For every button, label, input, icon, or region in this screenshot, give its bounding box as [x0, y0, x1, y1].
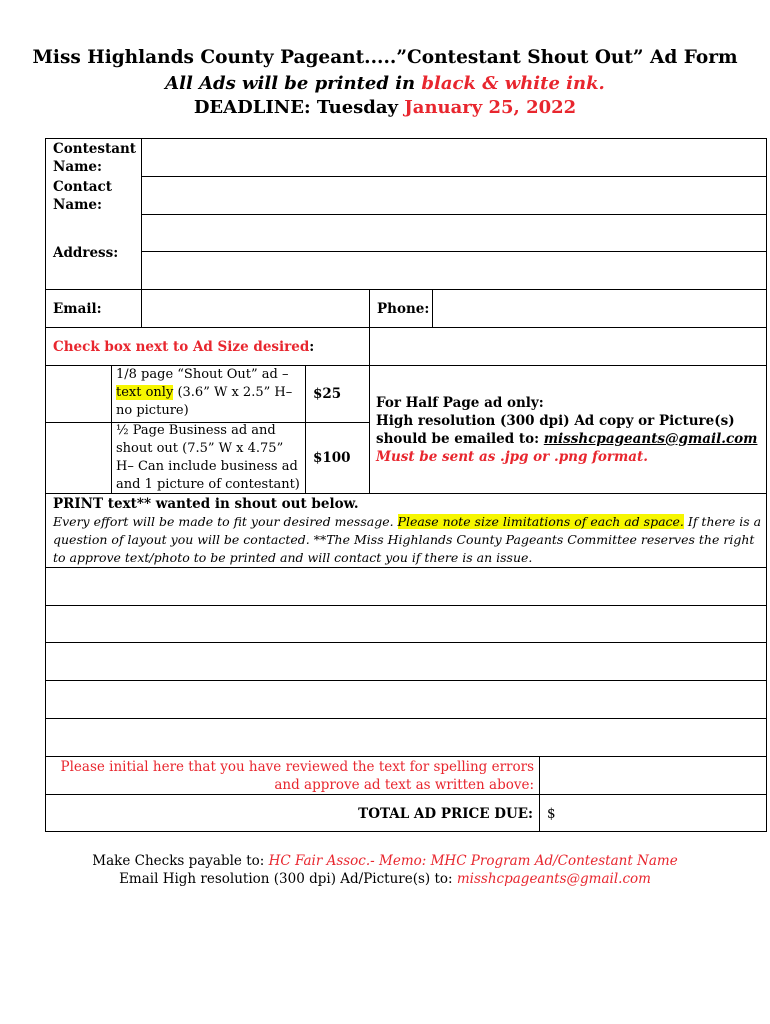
contact-name-field[interactable]: [143, 178, 765, 213]
option-eighth-page-text-only: text only: [116, 385, 174, 400]
phone-label: Phone:: [377, 301, 430, 317]
print-text-heading: PRINT text** wanted in shout out below.: [53, 496, 359, 512]
total-label: TOTAL AD PRICE DUE:: [358, 806, 533, 822]
shout-out-text-line-1[interactable]: [47, 569, 765, 604]
footer-email: [0, 870, 770, 888]
initial-field[interactable]: [541, 758, 765, 793]
deadline: [0, 97, 770, 118]
deadline-date: January 25, 2022: [404, 97, 577, 118]
shout-out-text-line-4[interactable]: [47, 682, 765, 717]
footer-checks: [0, 852, 770, 870]
shout-out-text-line-2[interactable]: [47, 607, 765, 641]
half-page-info-body: [376, 412, 762, 448]
option-half-page-desc: ½ Page Business ad and shout out (7.5” W x 4.75” H– Can include business ad and 1 picture of contestant): [116, 423, 300, 492]
deadline-label: DEADLINE: Tuesday: [193, 97, 405, 118]
total-currency: $: [547, 806, 556, 822]
contact-name-label: Contact Name:: [53, 179, 113, 213]
option-eighth-page-price: $25: [313, 386, 342, 402]
print-text-note: [53, 513, 765, 567]
contestant-name-label: Contestant Name:: [53, 141, 137, 175]
checkbox-eighth-page[interactable]: [47, 367, 109, 421]
print-notice: [0, 73, 770, 94]
ad-size-instruction-text: Check box next to Ad Size desired: [53, 339, 310, 355]
half-page-format-note: Must be sent as .jpg or .png format.: [376, 449, 648, 465]
shout-out-text-line-3[interactable]: [47, 644, 765, 679]
half-page-info-heading: For Half Page ad only:: [376, 395, 544, 411]
footer-checks-memo: MHC Program Ad/Contestant Name: [430, 853, 678, 869]
footer-checks-prefix: Make Checks payable to:: [92, 853, 269, 869]
contestant-name-field[interactable]: [143, 140, 765, 175]
shout-out-text-line-5[interactable]: [47, 720, 765, 755]
print-notice-text: All Ads will be printed in: [165, 73, 422, 94]
footer-email-link[interactable]: misshcpageants@gmail.com: [456, 871, 651, 887]
half-page-info: [376, 394, 762, 466]
address-field-line-1[interactable]: [143, 216, 765, 250]
print-text-note-a: Every effort will be made to fit your desired message.: [53, 514, 398, 529]
option-eighth-page-desc: [116, 366, 302, 420]
print-text-note-highlight: Please note size limitations of each ad space.: [397, 514, 684, 529]
option-eighth-page-text-b: (3.6” W x 2.5” H– no picture): [116, 385, 293, 418]
address-label: Address:: [53, 245, 119, 261]
half-page-email-link[interactable]: misshcpageants@gmail.com: [543, 431, 758, 447]
option-eighth-page-text-a: 1/8 page “Shout Out” ad –: [116, 367, 289, 382]
footer-email-prefix: Email High resolution (300 dpi) Ad/Picture(s) to:: [119, 871, 457, 887]
print-notice-highlight: black & white ink.: [421, 73, 605, 94]
initial-instruction: Please initial here that you have reviewed the text for spelling errors and approve ad text as written above:: [60, 759, 534, 793]
total-amount-field[interactable]: [557, 796, 765, 830]
half-page-info-text: High resolution (300 dpi) Ad copy or Picture(s) should be emailed to:: [376, 413, 735, 447]
email-label: Email:: [53, 301, 102, 317]
ad-size-colon: :: [309, 339, 315, 355]
address-field-line-2[interactable]: [143, 253, 765, 288]
email-field[interactable]: [143, 291, 368, 326]
option-half-page-price: $100: [313, 450, 351, 466]
checkbox-half-page[interactable]: [47, 424, 109, 492]
print-text-note-b: If there is a question of layout you will be contacted. **The Miss Highlands County Pageants Committee reserves the right to approve text/photo to be printed and will contact you if there is an issue.: [53, 514, 762, 565]
phone-field[interactable]: [434, 291, 765, 326]
footer-checks-payee: HC Fair Assoc.- Memo:: [268, 853, 431, 869]
form-title: Miss Highlands County Pageant.....”Contestant Shout Out” Ad Form: [32, 47, 738, 68]
ad-size-instruction: [53, 338, 314, 356]
